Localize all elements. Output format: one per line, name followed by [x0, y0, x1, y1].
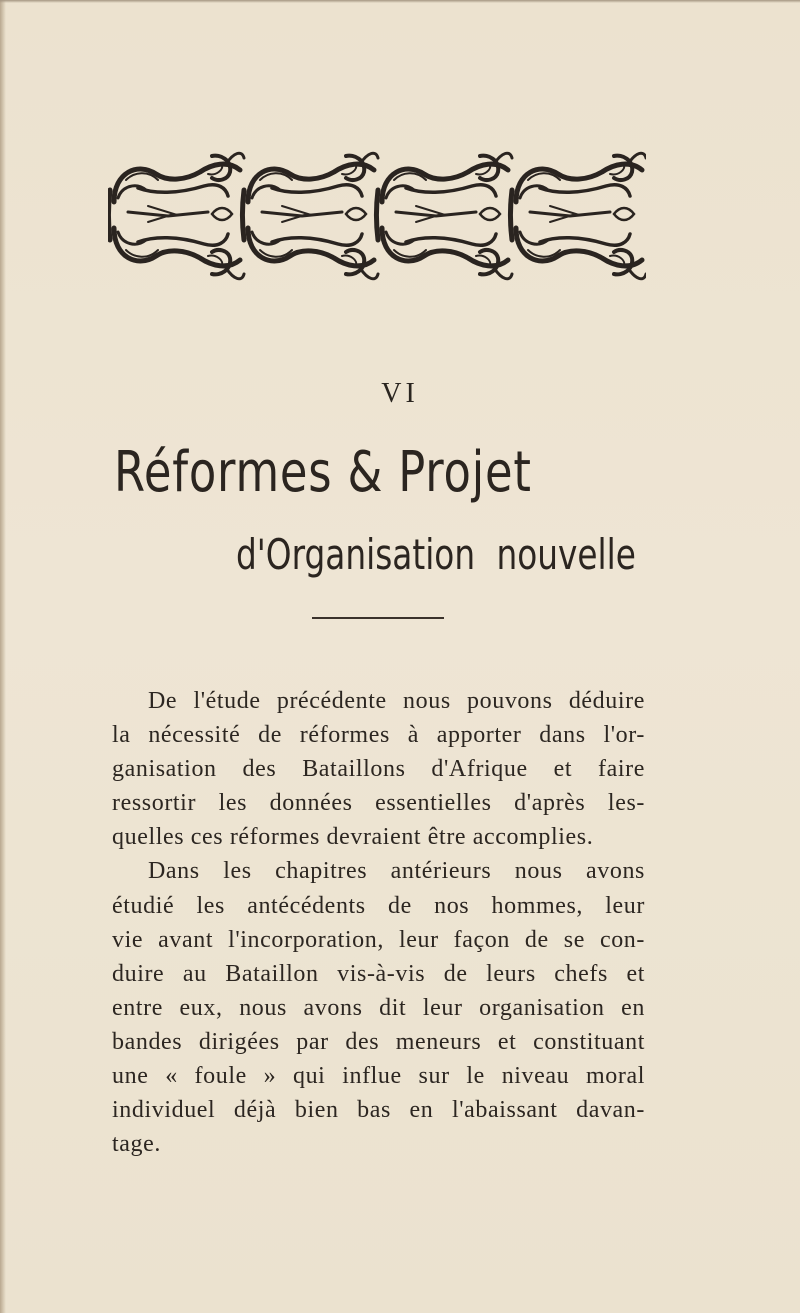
text-line: étudié les antécédents de nos hommes, leur	[112, 892, 645, 919]
text-line: vie avant l'incorporation, leur façon de se con-	[112, 926, 645, 953]
text-line: ressortir les données essentielles d'après les-	[112, 790, 645, 817]
page-left-edge	[0, 0, 6, 1313]
acanthus-scroll-ornament-icon	[108, 150, 646, 282]
text-line: ganisation des Bataillons d'Afrique et faire	[112, 756, 645, 783]
text-line: duire au Bataillon vis-à-vis de leurs chefs et	[112, 960, 645, 987]
text-line: Dans les chapitres antérieurs nous avons	[148, 858, 645, 885]
text-line: la nécessité de réformes à apporter dans l'or-	[112, 722, 645, 749]
text-line: De l'étude précédente nous pouvons déduire	[148, 688, 645, 714]
text-line: quelles ces réformes devraient être accomplies.	[112, 824, 594, 851]
title-rule-divider	[312, 617, 444, 619]
text-line: bandes dirigées par des meneurs et constituant	[112, 1028, 645, 1055]
page-top-edge	[0, 0, 800, 3]
chapter-title: Réformes & Projet	[114, 440, 532, 505]
text-line: individuel déjà bien bas en l'abaissant davan-	[112, 1097, 645, 1124]
text-line: une « foule » qui influe sur le niveau moral	[112, 1063, 645, 1090]
text-line: tage.	[112, 1131, 161, 1158]
text-line: entre eux, nous avons dit leur organisation en	[112, 994, 645, 1021]
chapter-number: VI	[381, 378, 419, 409]
chapter-subtitle: d'Organisation nouvelle	[236, 530, 636, 579]
body-paragraphs	[112, 684, 645, 1161]
